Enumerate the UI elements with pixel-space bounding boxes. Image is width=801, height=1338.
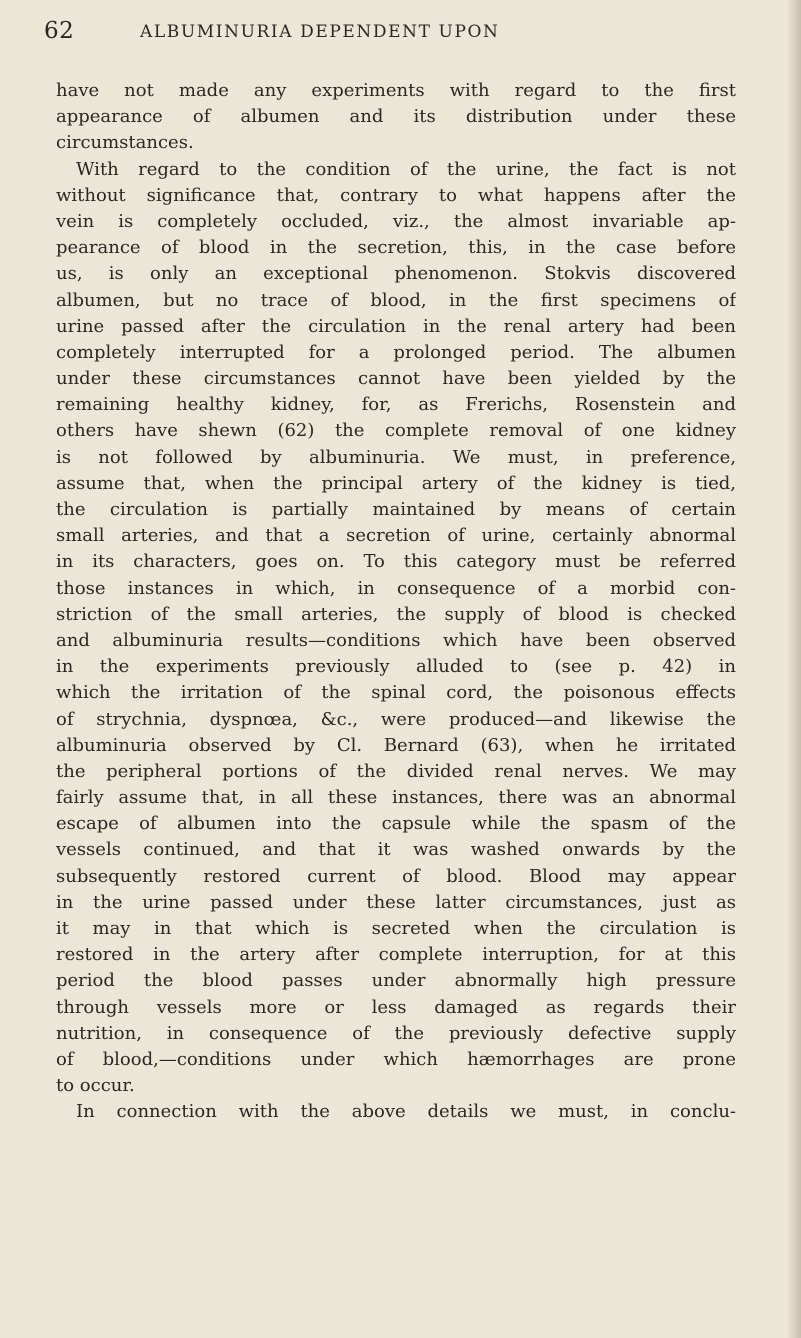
text-line: With regard to the condition of the urine, the fact is not (76, 158, 736, 180)
text-line: escape of albumen into the capsule while the spasm of the (56, 813, 736, 835)
text-line: subsequently restored current of blood. Blood may appear (56, 865, 736, 887)
text-line: the circulation is partially maintained by means of certain (56, 499, 736, 520)
text-line: in the urine passed under these latter circumstances, just as (56, 891, 736, 913)
body-text (56, 78, 736, 1126)
text-line: through vessels more or less damaged as regards their (56, 996, 736, 1018)
text-line: pearance of blood in the secretion, this, in the case before (56, 237, 736, 259)
text-line: vessels continued, and that it was washed onwards by the (56, 839, 736, 861)
text-line: assume that, when the principal artery of the kidney is tied, (56, 472, 736, 494)
running-title: ALBUMINURIA DEPENDENT UPON (140, 22, 500, 42)
text-line: circumstances. (56, 132, 194, 154)
text-line: remaining healthy kidney, for, as Frerichs, Rosenstein and (56, 394, 736, 416)
text-line: small arteries, and that a secretion of urine, certainly abnormal (56, 525, 736, 547)
text-line: vein is completely occluded, viz., the almost invariable ap- (56, 210, 736, 232)
text-line: of strychnia, dyspnœa, &c., were produced—and likewise the (56, 708, 736, 730)
text-line: and albuminuria results—conditions which have been observed (56, 629, 736, 651)
text-line: fairly assume that, in all these instances, there was an abnormal (56, 787, 736, 809)
text-line: have not made any experiments with regard to the first (56, 80, 736, 101)
text-line: In connection with the above details we must, in conclu- (76, 1101, 736, 1123)
text-line: it may in that which is secreted when the circulation is (56, 918, 736, 939)
text-line: albumen, but no trace of blood, in the first specimens of (56, 289, 736, 311)
text-line: which the irritation of the spinal cord, the poisonous effects (56, 682, 736, 704)
text-line: others have shewn (62) the complete removal of one kidney (56, 420, 736, 442)
text-line: in its characters, goes on. To this category must be referred (56, 551, 736, 573)
page-number: 62 (44, 18, 75, 44)
text-line: without significance that, contrary to what happens after the (56, 184, 736, 206)
text-line: nutrition, in consequence of the previously defective supply (56, 1022, 736, 1044)
text-line: is not followed by albuminuria. We must, in preference, (56, 446, 736, 468)
text-line: of blood,—conditions under which hæmorrhages are prone (56, 1048, 736, 1070)
text-line: under these circumstances cannot have been yielded by the (56, 368, 736, 390)
text-line: us, is only an exceptional phenomenon. Stokvis discovered (56, 263, 736, 285)
text-line: in the experiments previously alluded to (see p. 42) in (56, 656, 736, 678)
text-line: period the blood passes under abnormally high pressure (56, 970, 736, 992)
text-line: restored in the artery after complete interruption, for at this (56, 944, 736, 966)
page-edge-shadow (787, 0, 801, 1338)
text-line: to occur. (56, 1075, 135, 1097)
text-line: completely interrupted for a prolonged period. The albumen (56, 341, 736, 363)
text-line: urine passed after the circulation in the renal artery had been (56, 315, 736, 337)
text-line: appearance of albumen and its distribution under these (56, 106, 736, 128)
text-line: albuminuria observed by Cl. Bernard (63), when he irritated (56, 734, 736, 756)
text-line: the peripheral portions of the divided renal nerves. We may (56, 760, 736, 782)
text-line: those instances in which, in consequence of a morbid con- (56, 577, 736, 599)
text-line: striction of the small arteries, the supply of blood is checked (56, 603, 736, 625)
